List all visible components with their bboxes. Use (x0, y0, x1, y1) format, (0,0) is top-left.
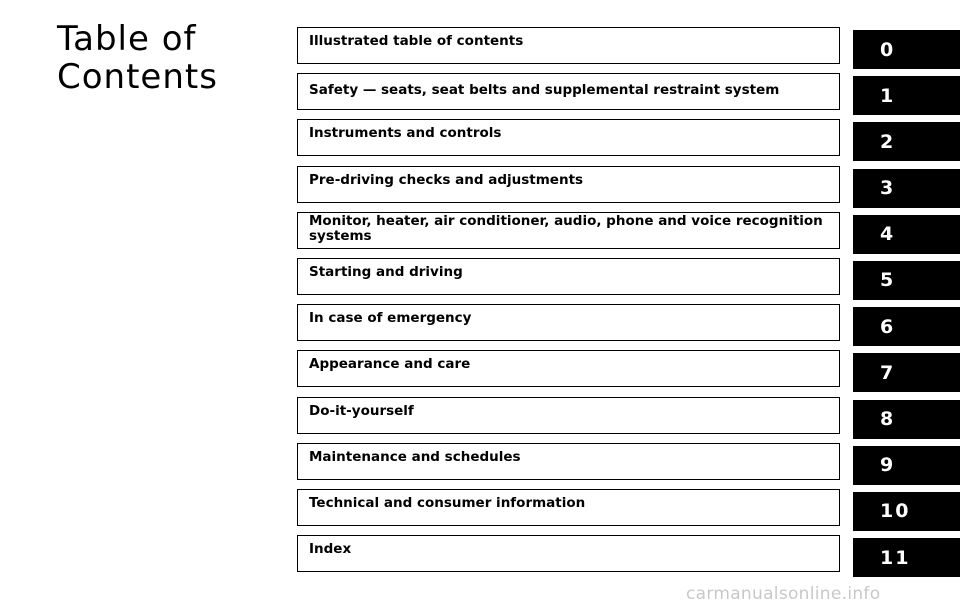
toc-entry-instruments[interactable] (297, 119, 960, 165)
toc-entry-monitor-audio[interactable] (297, 212, 960, 258)
toc-entry-box[interactable] (297, 27, 840, 64)
toc-entry-pre-driving[interactable] (297, 166, 960, 212)
toc-entry-technical-info[interactable] (297, 489, 960, 535)
toc-entry-box[interactable] (297, 535, 840, 572)
toc-entry-box[interactable] (297, 397, 840, 434)
toc-entry-box[interactable] (297, 73, 840, 110)
toc-entry-box[interactable] (297, 443, 840, 480)
toc-entry-label: Starting and driving (309, 263, 463, 280)
toc-entry-starting-driving[interactable] (297, 258, 960, 304)
toc-entry-label: In case of emergency (309, 310, 472, 327)
chapter-tab-7[interactable]: 7 (853, 353, 960, 392)
toc-entry-maintenance[interactable] (297, 443, 960, 489)
toc-entry-label: Do-it-yourself (309, 402, 414, 419)
toc-entry-do-it-yourself[interactable] (297, 397, 960, 443)
chapter-tab-0[interactable]: 0 (853, 30, 960, 69)
toc-entry-label: Illustrated table of contents (309, 33, 524, 49)
toc-entry-index[interactable] (297, 535, 960, 581)
toc-entry-emergency[interactable] (297, 304, 960, 350)
chapter-tab-8[interactable]: 8 (853, 400, 960, 439)
toc-entry-label: Safety — seats, seat belts and supplemental restraint system (309, 82, 780, 99)
page-title-line-2: Contents (57, 57, 218, 97)
toc-entry-label: Maintenance and schedules (309, 448, 521, 465)
page-title (57, 20, 218, 96)
toc-entry-label: Monitor, heater, air conditioner, audio, phone and voice recognition systems (309, 213, 823, 245)
page-title-line-1: Table of (57, 19, 197, 59)
toc-entry-illustrated-contents[interactable] (297, 27, 960, 73)
chapter-tab-4[interactable]: 4 (853, 215, 960, 254)
chapter-tab-10[interactable]: 10 (853, 492, 960, 531)
toc-entry-box[interactable] (297, 212, 840, 249)
toc-entry-box[interactable] (297, 304, 840, 341)
toc-entry-appearance-care[interactable] (297, 350, 960, 396)
toc-entry-label: Index (309, 541, 352, 558)
toc-entry-box[interactable] (297, 350, 840, 387)
toc-entry-box[interactable] (297, 258, 840, 295)
chapter-tab-3[interactable]: 3 (853, 169, 960, 208)
chapter-tab-5[interactable]: 5 (853, 261, 960, 300)
chapter-tab-9[interactable]: 9 (853, 446, 960, 485)
toc-list (297, 27, 960, 581)
toc-entry-label: Appearance and care (309, 356, 471, 373)
chapter-tab-1[interactable]: 1 (853, 76, 960, 115)
chapter-tab-2[interactable]: 2 (853, 122, 960, 161)
toc-entry-box[interactable] (297, 166, 840, 203)
toc-entry-box[interactable] (297, 489, 840, 526)
toc-entry-label: Technical and consumer information (309, 494, 586, 511)
toc-entry-label: Instruments and controls (309, 125, 502, 142)
toc-entry-box[interactable] (297, 119, 840, 156)
toc-entry-label: Pre-driving checks and adjustments (309, 171, 584, 188)
chapter-tab-11[interactable]: 11 (853, 538, 960, 577)
toc-entry-safety[interactable] (297, 73, 960, 119)
watermark: carmanualsonline.info (686, 584, 881, 604)
chapter-tab-6[interactable]: 6 (853, 307, 960, 346)
